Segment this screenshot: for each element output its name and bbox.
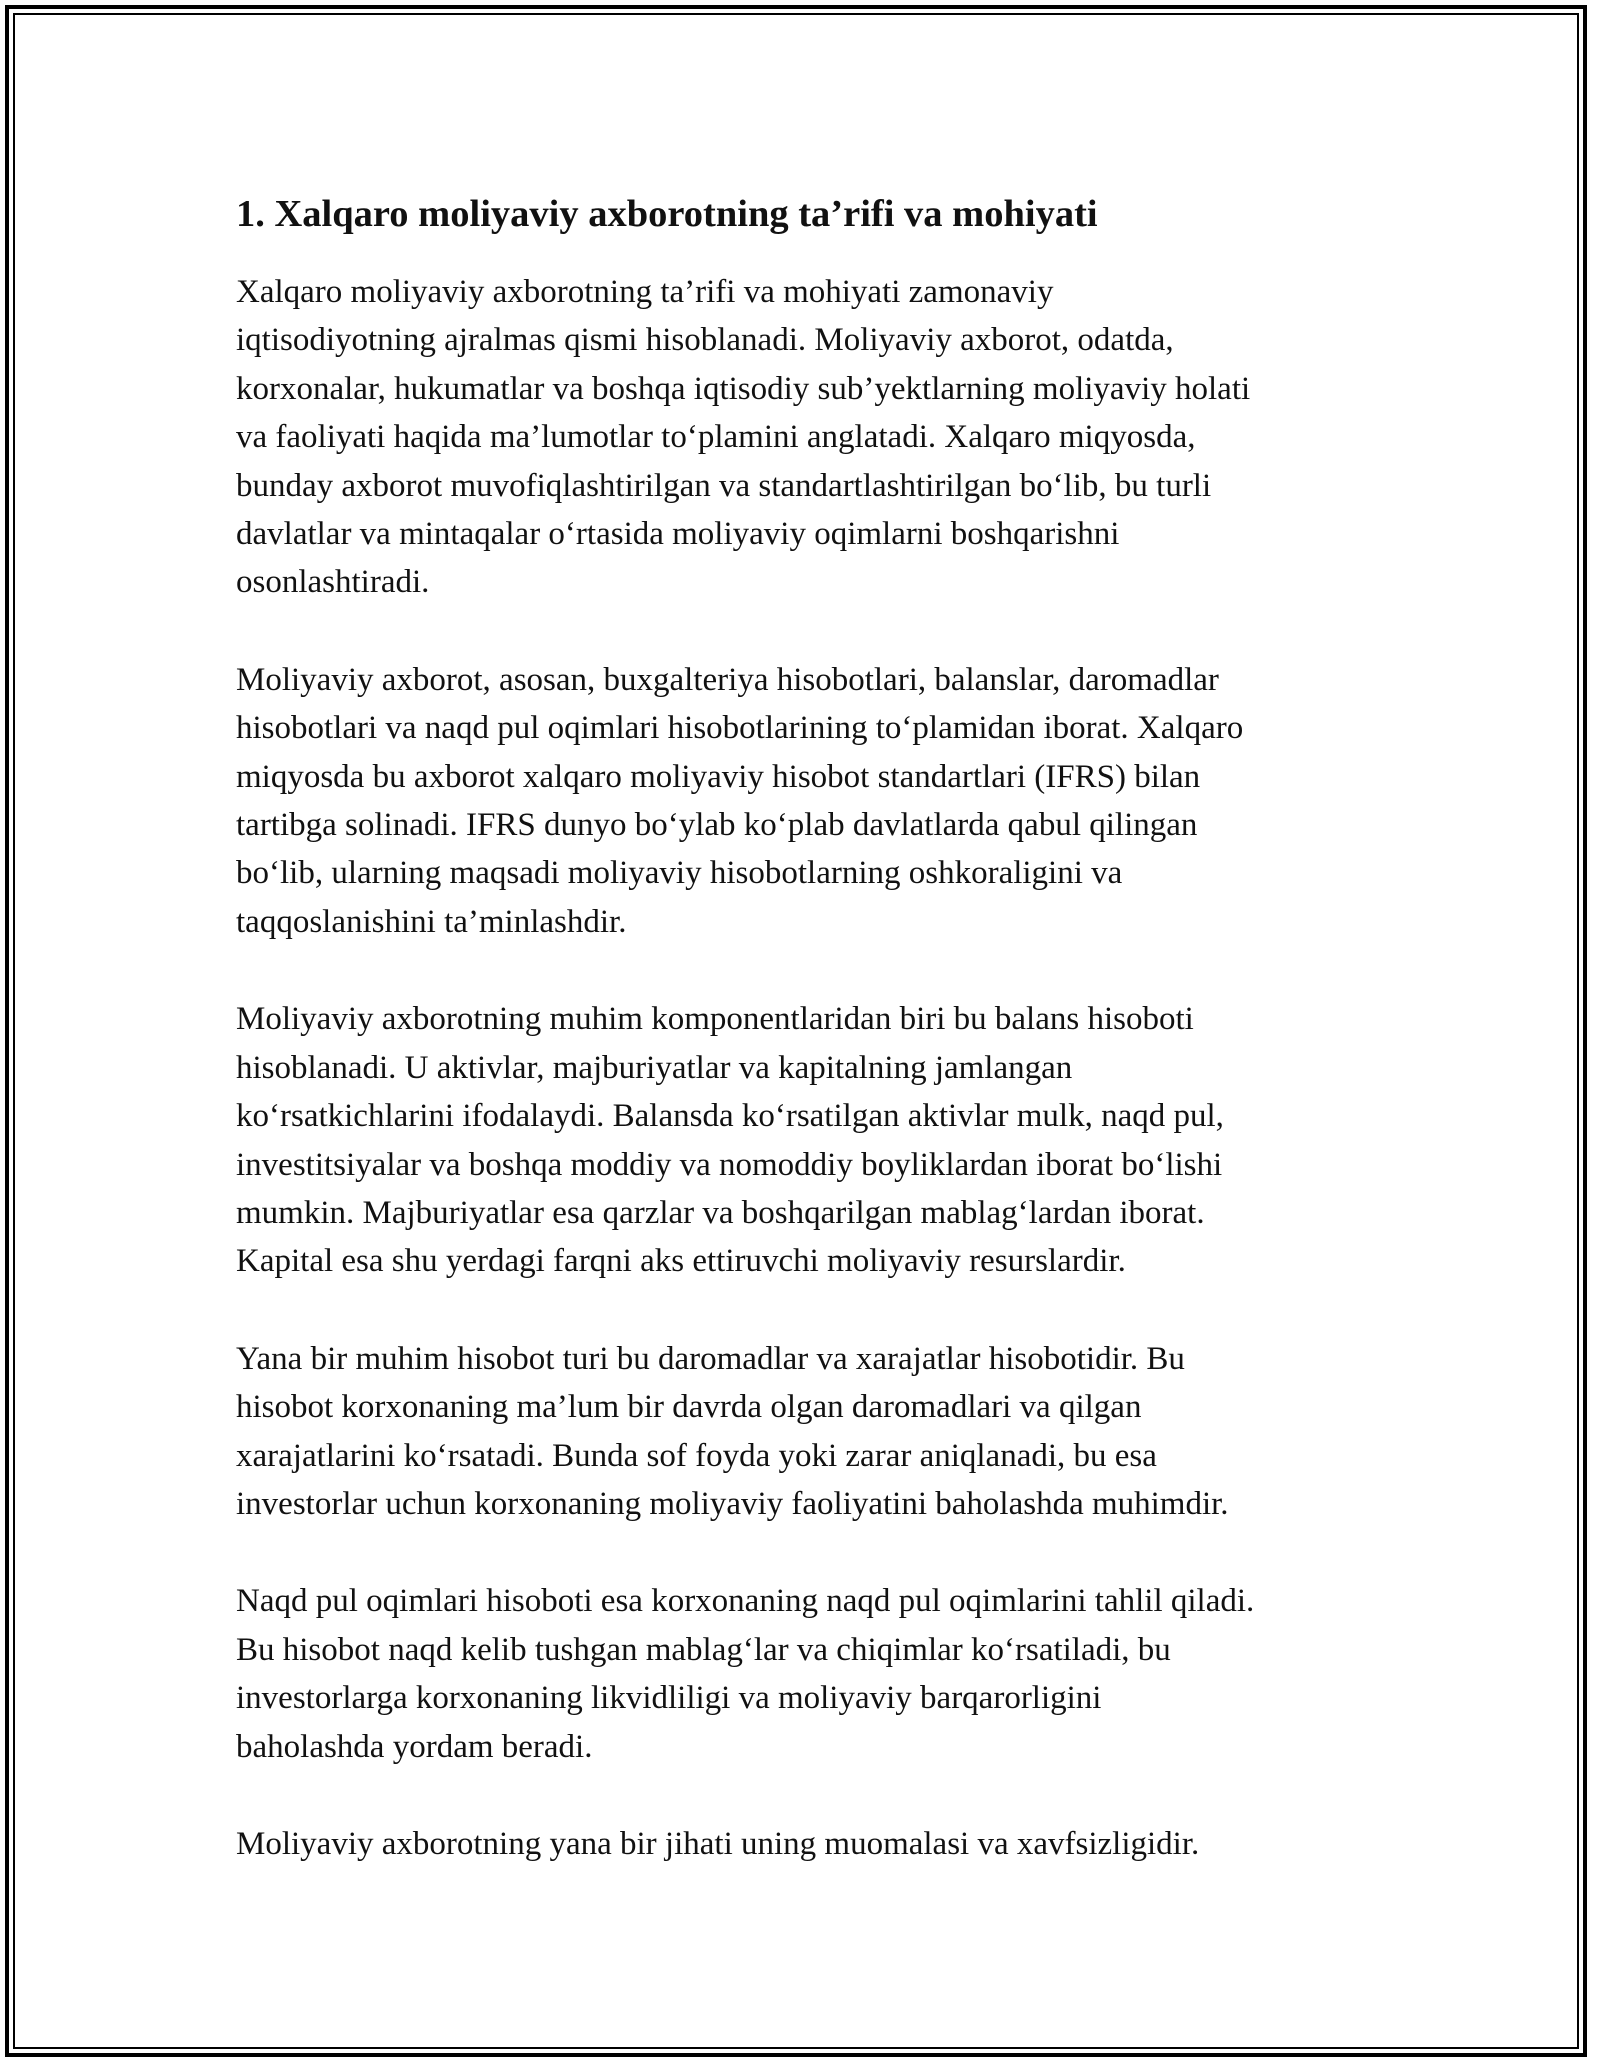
document-body [236,188,1376,1917]
paragraph-4: Yana bir muhim hisobot turi bu daromadlar va xarajatlar hisobotidir. Bu hisobot korxonaning ma’lum bir davrda olgan daromadlari va qilgan xarajatlarini ko‘rsatadi. Bunda sof foyda yoki zarar aniqlanadi, bu esa investorlar uchun korxonaning moliyaviy faoliyatini baholashda muhimdir. [236,1340,1229,1522]
paragraph-6: Moliyaviy axborotning yana bir jihati uning muomalasi va xavfsizligidir. [236,1825,1200,1862]
section-heading: 1. Xalqaro moliyaviy axborotning ta’rifi va mohiyati [236,193,1098,235]
paragraph-3: Moliyaviy axborotning muhim komponentlaridan biri bu balans hisoboti hisoblanadi. U aktivlar, majburiyatlar va kapitalning jamlangan ko‘rsatkichlarini ifodalaydi. Balansda ko‘rsatilgan aktivlar mulk, naqd pul, investitsiyalar va boshqa moddiy va nomoddiy boyliklardan iborat bo‘lishi mumkin. Majburiyatlar esa qarzlar va boshqarilgan mablag‘lardan iborat. Kapital esa shu yerdagi farqni aks ettiruvchi moliyaviy resurslardir. [236,1001,1224,1280]
paragraph-1: Xalqaro moliyaviy axborotning ta’rifi va mohiyati zamonaviy iqtisodiyotning ajralmas qismi hisoblanadi. Moliyaviy axborot, odatda, korxonalar, hukumatlar va boshqa iqtisodiy sub’yektlarning moliyaviy holati va faoliyati haqida ma’lumotlar to‘plamini anglatadi. Xalqaro miqyosda, bunday axborot muvofiqlashtirilgan va standartlashtirilgan bo‘lib, bu turli davlatlar va mintaqalar o‘rtasida moliyaviy oqimlarni boshqarishni osonlashtiradi. [236,274,1251,601]
paragraph-5: Naqd pul oqimlari hisoboti esa korxonaning naqd pul oqimlarini tahlil qiladi. Bu hisobot naqd kelib tushgan mablag‘lar va chiqimlar ko‘rsatiladi, bu investorlarga korxonaning likvidliligi va moliyaviy barqarorligini baholashda yordam beradi. [236,1583,1255,1765]
paragraph-2: Moliyaviy axborot, asosan, buxgalteriya hisobotlari, balanslar, daromadlar hisobotlari va naqd pul oqimlari hisobotlarining to‘plamidan iborat. Xalqaro miqyosda bu axborot xalqaro moliyaviy hisobot standartlari (IFRS) bilan tartibga solinadi. IFRS dunyo bo‘ylab ko‘plab davlatlarda qabul qilingan bo‘lib, ularning maqsadi moliyaviy hisobotlarning oshkoraligini va taqqoslanishini ta’minlashdir. [236,661,1244,940]
